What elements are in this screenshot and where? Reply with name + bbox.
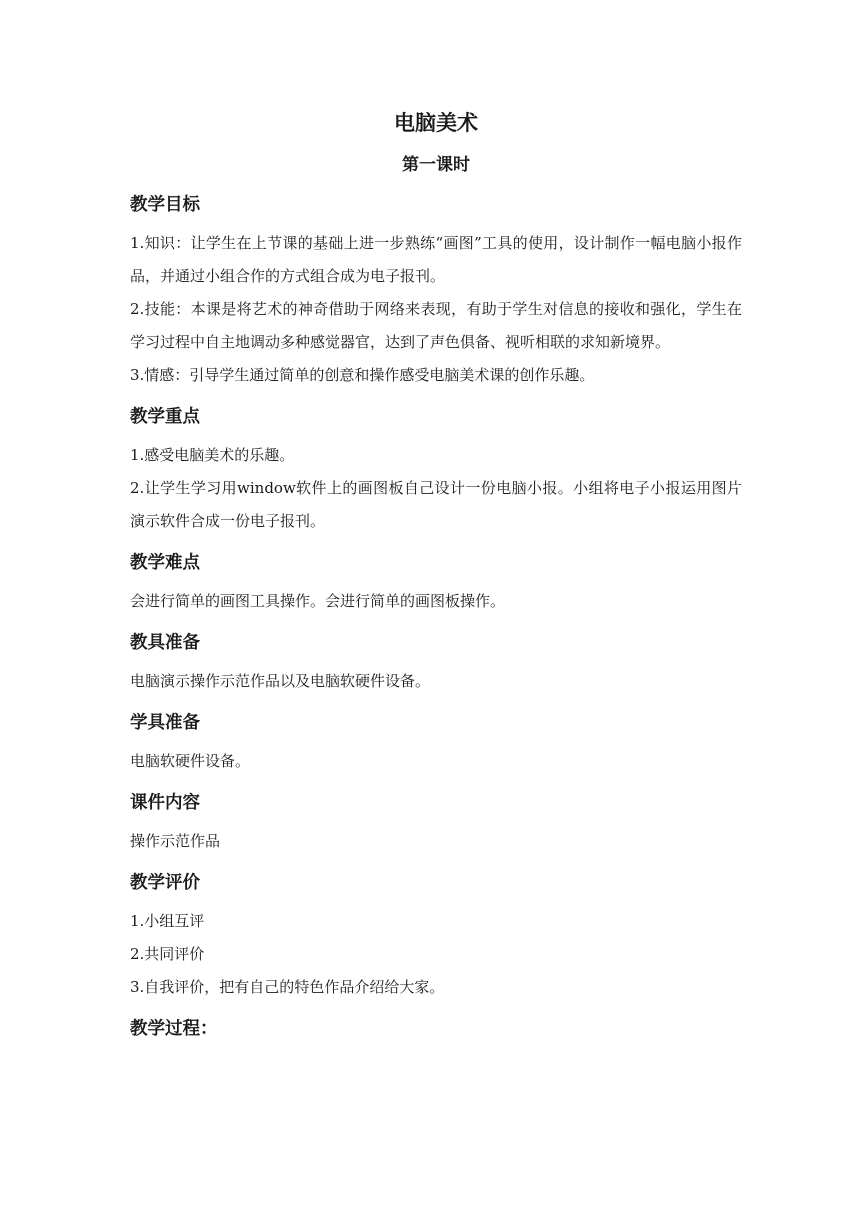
- section-heading: 教学重点: [130, 407, 200, 427]
- section-teaching-aids: [130, 630, 742, 698]
- paragraph: 操作示范作品: [130, 832, 221, 850]
- section-heading: 教具准备: [130, 633, 200, 653]
- section-heading: 教学过程：: [130, 1019, 218, 1039]
- section-evaluation: [130, 870, 742, 1004]
- section-teaching-goals: [130, 192, 742, 392]
- paragraph: 1.感受电脑美术的乐趣。: [130, 446, 295, 464]
- paragraph: 2.共同评价: [130, 945, 205, 963]
- section-process: [130, 1016, 742, 1042]
- paragraph: 1.小组互评: [130, 912, 205, 930]
- section-heading: 教学难点: [130, 553, 200, 573]
- paragraph: 1.知识：让学生在上节课的基础上进一步熟练“画图”工具的使用，设计制作一幅电脑小报作品，并通过小组合作的方式组合成为电子报刊。: [130, 234, 742, 285]
- section-student-materials: [130, 710, 742, 778]
- paragraph: 会进行简单的画图工具操作。会进行简单的画图板操作。: [130, 592, 506, 610]
- section-heading: 课件内容: [130, 793, 200, 813]
- section-difficulties: [130, 550, 742, 618]
- paragraph: 3.自我评价，把有自己的特色作品介绍给大家。: [130, 978, 445, 996]
- section-key-points: [130, 404, 742, 538]
- section-heading: 教学评价: [130, 873, 200, 893]
- paragraph: 3.情感：引导学生通过简单的创意和操作感受电脑美术课的创作乐趣。: [130, 366, 595, 384]
- document-title: 电脑美术: [394, 111, 478, 135]
- document-page: [130, 108, 742, 1054]
- section-heading: 教学目标: [130, 195, 200, 215]
- paragraph: 2.让学生学习用window软件上的画图板自己设计一份电脑小报。小组将电子小报运用图片演示软件合成一份电子报刊。: [130, 479, 742, 530]
- section-heading: 学具准备: [130, 713, 200, 733]
- paragraph: 电脑软硬件设备。: [130, 752, 251, 770]
- document-subtitle: 第一课时: [402, 155, 470, 175]
- section-courseware: [130, 790, 742, 858]
- paragraph: 2.技能：本课是将艺术的神奇借助于网络来表现，有助于学生对信息的接收和强化，学生在学习过程中自主地调动多种感觉器官，达到了声色俱备、视听相联的求知新境界。: [130, 300, 742, 351]
- paragraph: 电脑演示操作示范作品以及电脑软硬件设备。: [130, 672, 431, 690]
